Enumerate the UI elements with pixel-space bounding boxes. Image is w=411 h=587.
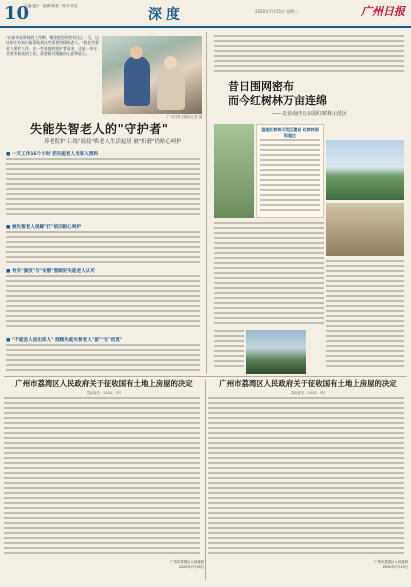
editor-credits: 主编:盛兴 · 编辑:陈欢 · 校对:刘灵 xyxy=(24,4,78,8)
sidebar-text xyxy=(260,139,320,215)
left-subhead: 养老院护工:练"演技"哄老人生活起居 被"折磨"仍贴心呵护 xyxy=(44,139,182,145)
elderly-figure xyxy=(157,66,185,110)
notice-right xyxy=(208,378,408,581)
section-heading-1: ■ 一天工作16个小时 把失能老人当家人照料 xyxy=(6,151,98,157)
section-heading-3: ■ 有关"演技"与"安慰"照顾好失能老人认可 xyxy=(6,268,95,274)
caregiver-figure xyxy=(124,56,150,106)
river-photo xyxy=(246,330,306,374)
notice-body xyxy=(208,397,408,557)
notice-column-divider xyxy=(205,380,206,580)
section-heading-2: ■ 被失智老人误解"打"依旧耐心呵护 xyxy=(6,224,81,230)
right-body-text-2 xyxy=(326,260,404,374)
right-headline-text: 昔日围网密布 而今红树林万亩连绵 xyxy=(228,80,327,107)
story-lead: "以前年轻时候的工作啊，哪里能想到会有这么一天，以往的专业知识能帮助到这些需要照顾的老人。"担任失智老人照护工作，在一些家庭的照护者看来，这是一项专业要求极高的工作，需要极其细腻的心思和爱心。 xyxy=(6,35,99,57)
wetland-photo xyxy=(326,140,404,200)
photo-caption: 广州日报全媒体记者 摄 xyxy=(167,115,202,119)
publish-date: 2020年7月15日 星期三 xyxy=(255,9,299,14)
info-sidebar xyxy=(256,124,324,218)
notice-title: 广州市荔湾区人民政府关于征收国有土地上房屋的决定 xyxy=(15,379,193,388)
right-body-text-3 xyxy=(214,330,244,374)
notice-signature: 广州市荔湾区人民政府 2020年7月15日 xyxy=(170,560,204,569)
section-title: 深度 xyxy=(148,7,184,23)
body-text-block-3 xyxy=(6,275,200,333)
right-body-text-1 xyxy=(214,222,324,326)
notice-title: 广州市荔湾区人民政府关于征收国有土地上房屋的决定 xyxy=(219,379,397,388)
sidebar-title: 湿地红树林示范区建设 红树林面积超过 xyxy=(261,127,319,138)
notice-divider xyxy=(4,376,407,377)
right-subhead: ——走访南沙万亩湿红树林示范区 xyxy=(272,111,348,117)
newspaper-logo: 广州日报 xyxy=(361,5,405,18)
column-divider xyxy=(206,32,207,374)
notice-body xyxy=(4,397,204,557)
right-headline xyxy=(228,80,327,108)
mangrove-aerial-photo xyxy=(214,124,254,218)
notice-number: 荔府征决〔2020〕2号 xyxy=(86,391,122,395)
caregiver-photo xyxy=(102,36,202,114)
section-heading-4: ■ "不能丢人进出家人" 照顾失能失智老人"留""无"初衷" xyxy=(6,337,122,343)
park-photo xyxy=(326,203,404,256)
body-text-block-1 xyxy=(6,158,200,220)
notice-left xyxy=(4,378,204,581)
notice-body-lines xyxy=(208,397,404,557)
caregiver-head xyxy=(130,46,143,59)
notice-number: 荔府征决〔2020〕3号 xyxy=(290,391,326,395)
left-headline: 失能失智老人的"守护者" xyxy=(30,122,169,136)
page-number: 10 xyxy=(4,3,30,24)
elderly-head xyxy=(164,56,177,69)
body-text-block-4 xyxy=(6,344,200,374)
masthead xyxy=(0,0,411,28)
right-intro-text xyxy=(214,35,404,75)
notice-body-lines xyxy=(4,397,200,557)
body-text-block-2 xyxy=(6,231,200,265)
notice-signature: 广州市荔湾区人民政府 2020年7月15日 xyxy=(374,560,408,569)
